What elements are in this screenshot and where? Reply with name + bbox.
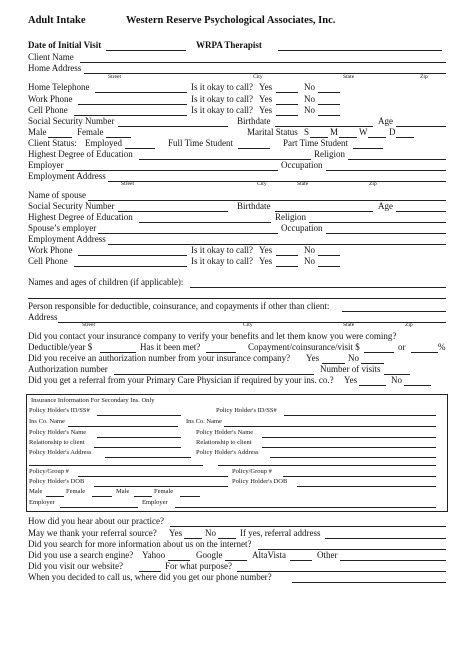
client-religion-label: Religion [314, 149, 345, 159]
spouse-employment-address-field[interactable] [108, 244, 446, 245]
other-engine-label: Other [317, 550, 338, 560]
spouse-religion-field[interactable] [309, 222, 446, 223]
spouse-work-no-label: No [304, 245, 315, 255]
pcp-referral-question: Did you get a referral from your Primary Care Physician if required by your ins. co.? [28, 375, 334, 385]
full-time-student-field[interactable] [238, 148, 270, 149]
relationship-field-1[interactable] [94, 447, 181, 448]
heard-about-field[interactable] [170, 526, 446, 527]
copayment-or-label: or [398, 342, 406, 352]
cell-yes-field[interactable] [276, 115, 298, 116]
home-telephone-label: Home Telephone [28, 82, 90, 92]
children-label: Names and ages of children (if applicable): [28, 277, 184, 287]
other-engine-field[interactable] [340, 560, 446, 561]
marital-m-label: M [330, 127, 339, 137]
home-no-field[interactable] [318, 92, 340, 93]
work-okay-label: Is it okay to call? [191, 94, 253, 104]
spouse-age-field[interactable] [396, 211, 446, 212]
client-male-label: Male [28, 127, 47, 137]
spouse-work-no-field[interactable] [318, 255, 340, 256]
spouse-work-phone-label: Work Phone [28, 245, 73, 255]
holder-dob-label-2: Policy Holder's DOB [232, 478, 288, 485]
client-female-label: Female [77, 127, 104, 137]
cell-no-label: No [304, 105, 315, 115]
home-telephone-field[interactable] [95, 92, 187, 93]
policy-group-label-1: Policy/Group # [29, 468, 69, 475]
spouse-cell-phone-label: Cell Phone [28, 256, 68, 266]
percent-label: % [438, 342, 446, 352]
emp-zip-caption: Zip [369, 181, 377, 187]
referral-address-field[interactable] [325, 538, 446, 539]
client-birthdate-label: Birthdate [237, 116, 271, 126]
part-time-student-field[interactable] [353, 148, 383, 149]
altavista-label: AltaVista [252, 550, 286, 560]
holder-name-field-1[interactable] [97, 437, 181, 438]
google-label: Google [196, 550, 223, 560]
authorization-number-label: Authorization number [28, 364, 108, 374]
secondary-employer-field-1[interactable] [60, 507, 138, 508]
copayment-label: Copayment/coinsurance/visit $ [248, 342, 360, 352]
holder-id-label-1: Policy Holder's ID/SS# [29, 407, 90, 414]
yahoo-label: Yahoo [142, 550, 166, 560]
policy-group-field-2[interactable] [283, 476, 436, 477]
spouse-employer-field[interactable] [98, 233, 278, 234]
spouse-cell-yes-label: Yes [259, 256, 273, 266]
marital-s-label: S [304, 127, 310, 137]
marital-d-label: D [389, 127, 396, 137]
secondary-male-field-2[interactable] [134, 496, 152, 497]
spouse-employer-label: Spouse’s employer [28, 223, 97, 233]
heard-about-question: How did you hear about our practice? [28, 516, 164, 526]
coinsurance-percent-field[interactable] [411, 352, 438, 353]
secondary-employer-field-2[interactable] [175, 507, 436, 508]
internet-search-question: Did you search for more information about us on the internet? [28, 539, 252, 549]
search-engine-question: Did you use a search engine? [28, 550, 134, 560]
verify-benefits-question: Did you contact your insurance company to verify your benefits and let them know you were coming? [28, 331, 397, 341]
spouse-name-label: Name of spouse [28, 190, 86, 200]
spouse-work-phone-field[interactable] [78, 255, 187, 256]
spouse-ssn-label: Social Security Number [28, 201, 115, 211]
referral-address-label: If yes, referral address [240, 528, 321, 538]
spouse-education-label: Highest Degree of Education [28, 212, 133, 222]
relationship-label-1: Relationship to client [29, 439, 85, 446]
children-field-line-1[interactable] [190, 287, 446, 288]
spouse-education-field[interactable] [139, 222, 271, 223]
spouse-birthdate-label: Birthdate [237, 201, 271, 211]
marital-w-field[interactable] [368, 137, 386, 138]
relationship-label-2: Relationship to client [196, 439, 252, 446]
home-yes-field[interactable] [276, 92, 298, 93]
holder-name-label-1: Policy Holder's Name [29, 429, 87, 436]
copayment-field[interactable] [364, 352, 394, 353]
emp-state-caption: State [297, 181, 309, 187]
secondary-female-field-1[interactable] [92, 496, 112, 497]
work-phone-field[interactable] [78, 104, 187, 105]
co-name-field-2[interactable] [224, 426, 436, 427]
client-employer-label: Employer [28, 160, 64, 170]
secondary-female-label-1: Female [66, 488, 86, 495]
website-visit-question: Did you visit our website? [28, 561, 123, 571]
secondary-female-field-2[interactable] [180, 496, 200, 497]
resp-state-caption: State [343, 322, 355, 328]
spouse-ssn-field[interactable] [118, 211, 228, 212]
pcp-referral-no-field[interactable] [404, 385, 431, 386]
holder-address-line-2b[interactable] [218, 465, 436, 466]
authorization-yes-label: Yes [306, 353, 320, 363]
altavista-field[interactable] [290, 560, 312, 561]
marital-d-field[interactable] [396, 137, 414, 138]
spouse-cell-yes-field[interactable] [276, 266, 298, 267]
client-occupation-label: Occupation [281, 160, 323, 170]
client-name-field[interactable] [80, 62, 446, 63]
home-state-caption: State [343, 74, 355, 80]
marital-status-label: Marital Status [247, 127, 298, 137]
client-employment-address-label: Employment Address [28, 171, 106, 181]
home-address-label: Home Address [28, 63, 82, 73]
pcp-referral-no-label: No [391, 375, 402, 385]
holder-id-label-2: Policy Holder's ID/SS# [216, 407, 277, 414]
holder-address-line-1b[interactable] [29, 465, 203, 466]
spouse-cell-okay-label: Is it okay to call? [191, 256, 253, 266]
secondary-male-field-1[interactable] [46, 496, 64, 497]
date-of-visit-field[interactable] [106, 50, 186, 51]
children-field-line-2[interactable] [28, 298, 446, 299]
home-address-field[interactable] [84, 73, 446, 74]
relationship-field-2[interactable] [262, 447, 436, 448]
has-been-met-label: Has it been met? [140, 342, 201, 352]
secondary-employer-label-2: Employer [142, 499, 168, 506]
spouse-work-okay-label: Is it okay to call? [191, 245, 253, 255]
holder-address-field-1[interactable] [105, 457, 191, 458]
full-time-student-label: Full Time Student [168, 138, 234, 148]
home-city-caption: City [253, 74, 263, 80]
client-employment-address-field[interactable] [108, 181, 446, 182]
client-education-label: Highest Degree of Education [28, 149, 133, 159]
spouse-work-yes-label: Yes [259, 245, 273, 255]
holder-name-field-2[interactable] [262, 437, 436, 438]
work-no-field[interactable] [318, 104, 340, 105]
responsible-person-label: Person responsible for deductible, coinsurance, and copayments if other than client: [28, 301, 330, 311]
responsible-person-field[interactable] [342, 311, 446, 312]
spouse-cell-no-label: No [304, 256, 315, 266]
client-ssn-field[interactable] [118, 126, 228, 127]
home-zip-caption: Zip [420, 74, 428, 80]
holder-id-field-2[interactable] [284, 415, 436, 416]
spouse-employment-address-label: Employment Address [28, 234, 106, 244]
client-age-label: Age [378, 116, 393, 126]
number-of-visits-label: Number of visits [320, 364, 381, 374]
work-phone-label: Work Phone [28, 94, 73, 104]
client-age-field[interactable] [396, 126, 446, 127]
spouse-age-label: Age [378, 201, 393, 211]
spouse-occupation-field[interactable] [326, 233, 446, 234]
cell-phone-label: Cell Phone [28, 105, 68, 115]
spouse-occupation-label: Occupation [281, 223, 323, 233]
deductible-label: Deductible/year $ [28, 342, 93, 352]
secondary-male-label-1: Male [29, 488, 43, 495]
home-okay-label: Is it okay to call? [191, 82, 253, 92]
resp-street-caption: Street [82, 322, 96, 328]
client-status-label: Client Status: [28, 138, 77, 148]
phone-source-question: When you decided to call us, where did you get our phone number? [28, 572, 272, 582]
holder-dob-label-1: Policy Holder's DOB [29, 478, 85, 485]
policy-group-field-1[interactable] [78, 476, 228, 477]
client-occupation-field[interactable] [326, 170, 446, 171]
thank-yes-label: Yes [169, 528, 183, 538]
holder-dob-field-2[interactable] [297, 486, 436, 487]
holder-id-field-1[interactable] [97, 415, 181, 416]
client-ssn-label: Social Security Number [28, 116, 115, 126]
holder-address-label-2: Policy Holder's Address [196, 449, 259, 456]
secondary-employer-label-1: Employer [29, 499, 55, 506]
responsible-address-label: Address [28, 312, 58, 322]
work-yes-field[interactable] [276, 104, 298, 105]
holder-dob-field-1[interactable] [94, 486, 228, 487]
resp-city-caption: City [243, 322, 253, 328]
authorization-no-label: No [348, 353, 359, 363]
co-name-label-2: Ins Co. Name [186, 418, 222, 425]
pcp-referral-yes-field[interactable] [359, 385, 386, 386]
spouse-work-yes-field[interactable] [276, 255, 298, 256]
client-name-label: Client Name [28, 52, 74, 62]
policy-group-label-2: Policy/Group # [232, 468, 272, 475]
holder-address-label-1: Policy Holder's Address [29, 449, 92, 456]
cell-no-field[interactable] [318, 115, 340, 116]
employed-label: Employed [85, 138, 122, 148]
date-of-visit-label: Date of Initial Visit [28, 40, 102, 50]
part-time-student-label: Part Time Student [283, 138, 349, 148]
phone-source-field[interactable] [292, 582, 446, 583]
holder-address-field-2[interactable] [270, 457, 436, 458]
resp-zip-caption: Zip [405, 322, 413, 328]
spouse-cell-phone-field[interactable] [74, 266, 187, 267]
holder-name-label-2: Policy Holder's Name [196, 429, 254, 436]
website-purpose-label: For what purpose? [165, 561, 232, 571]
therapist-field[interactable] [278, 50, 442, 51]
co-name-field-1[interactable] [68, 426, 178, 427]
emp-street-caption: Street [121, 181, 135, 187]
secondary-insurance-title: Insurance Information For Secondary Ins. Only [31, 397, 155, 404]
cell-yes-label: Yes [259, 105, 273, 115]
spouse-cell-no-field[interactable] [318, 266, 340, 267]
home-yes-label: Yes [259, 82, 273, 92]
client-religion-field[interactable] [348, 159, 446, 160]
emp-city-caption: City [257, 181, 267, 187]
secondary-female-label-2: Female [154, 488, 174, 495]
co-name-label-1: Ins Co. Name [29, 418, 65, 425]
marital-w-label: W [359, 127, 368, 137]
form-title: Adult Intake [28, 15, 86, 26]
authorization-question: Did you receive an authorization number from your insurance company? [28, 353, 291, 363]
cell-okay-label: Is it okay to call? [191, 105, 253, 115]
home-no-label: No [304, 82, 315, 92]
organization-name: Western Reserve Psychological Associates, Inc. [126, 15, 336, 26]
thank-referral-question: May we thank your referral source? [28, 528, 157, 538]
therapist-label: WRPA Therapist [196, 40, 262, 50]
home-street-caption: Street [108, 74, 122, 80]
secondary-male-label-2: Male [116, 488, 130, 495]
work-no-label: No [304, 94, 315, 104]
spouse-religion-label: Religion [275, 212, 306, 222]
thank-no-label: No [205, 528, 216, 538]
internet-search-field[interactable] [258, 549, 446, 550]
work-yes-label: Yes [259, 94, 273, 104]
pcp-referral-yes-label: Yes [344, 375, 358, 385]
